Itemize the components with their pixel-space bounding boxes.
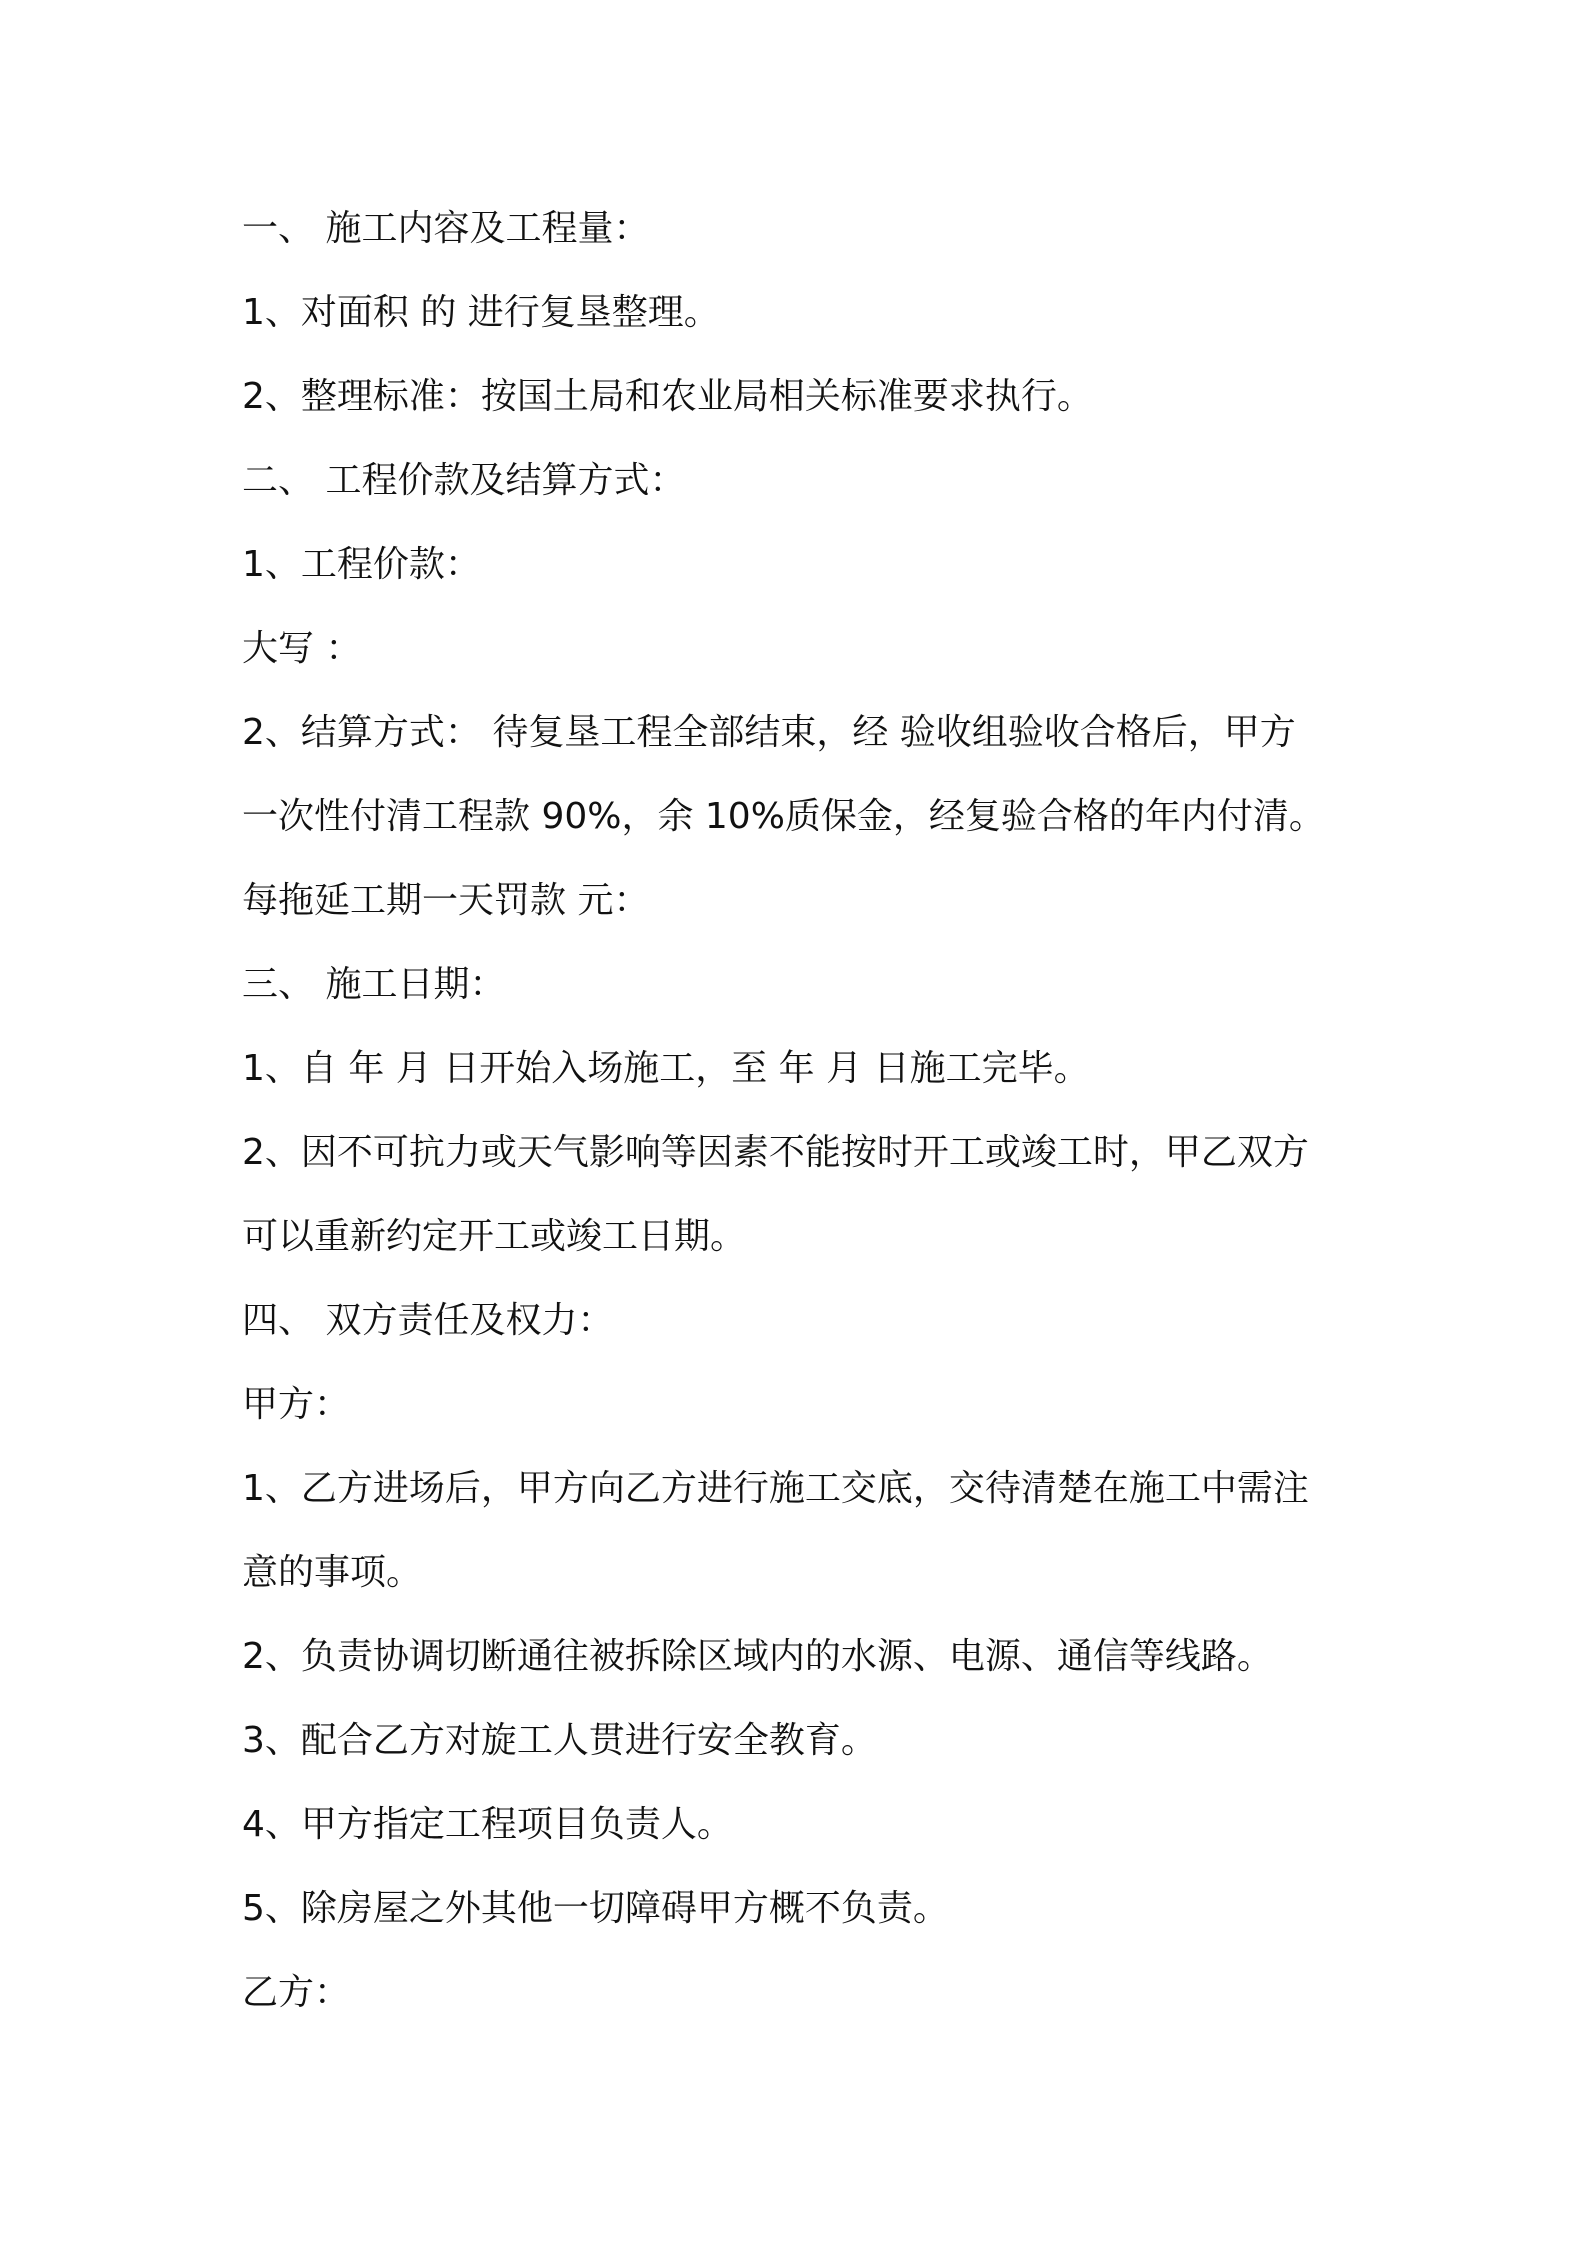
section-4-heading: 四、 双方责任及权力： [242, 1300, 614, 1341]
section-3-item-2-line-2: 可以重新约定开工或竣工日期。 [242, 1216, 747, 1257]
party-b-label: 乙方： [242, 1972, 351, 2013]
party-a-label: 甲方： [242, 1384, 351, 1425]
section-2-item-2-line-2: 一次性付清工程款 90%，余 10%质保金，经复验合格的年内付清。 [242, 796, 1325, 837]
section-1-heading: 一、 施工内容及工程量： [242, 208, 650, 249]
party-a-item-4: 4、甲方指定工程项目负责人。 [242, 1804, 733, 1845]
party-a-item-5: 5、除房屋之外其他一切障碍甲方概不负责。 [242, 1888, 949, 1929]
section-1-item-2: 2、整理标准：按国土局和农业局相关标准要求执行。 [242, 376, 1093, 417]
party-a-item-1-line-2: 意的事项。 [242, 1552, 423, 1593]
section-2-penalty: 每拖延工期一天罚款 元： [242, 880, 650, 921]
section-2-item-1: 1、工程价款： [242, 544, 481, 585]
party-a-item-1-line-1: 1、乙方进场后，甲方向乙方进行施工交底，交待清楚在施工中需注 [242, 1468, 1309, 1509]
party-a-item-2: 2、负责协调切断通往被拆除区域内的水源、电源、通信等线路。 [242, 1636, 1273, 1677]
party-a-item-3: 3、配合乙方对旋工人贯进行安全教育。 [242, 1720, 877, 1761]
section-1-item-1: 1、对面积 的 进行复垦整理。 [242, 292, 720, 333]
section-3-item-1: 1、自 年 月 日开始入场施工，至 年 月 日施工完毕。 [242, 1048, 1090, 1089]
section-3-item-2-line-1: 2、因不可抗力或天气影响等因素不能按时开工或竣工时，甲乙双方 [242, 1132, 1309, 1173]
section-3-heading: 三、 施工日期： [242, 964, 506, 1005]
section-2-item-2-line-1: 2、结算方式： 待复垦工程全部结束，经 验收组验收合格后，甲方 [242, 712, 1296, 753]
section-2-daxie: 大写 ： [242, 628, 362, 669]
section-2-heading: 二、 工程价款及结算方式： [242, 460, 686, 501]
